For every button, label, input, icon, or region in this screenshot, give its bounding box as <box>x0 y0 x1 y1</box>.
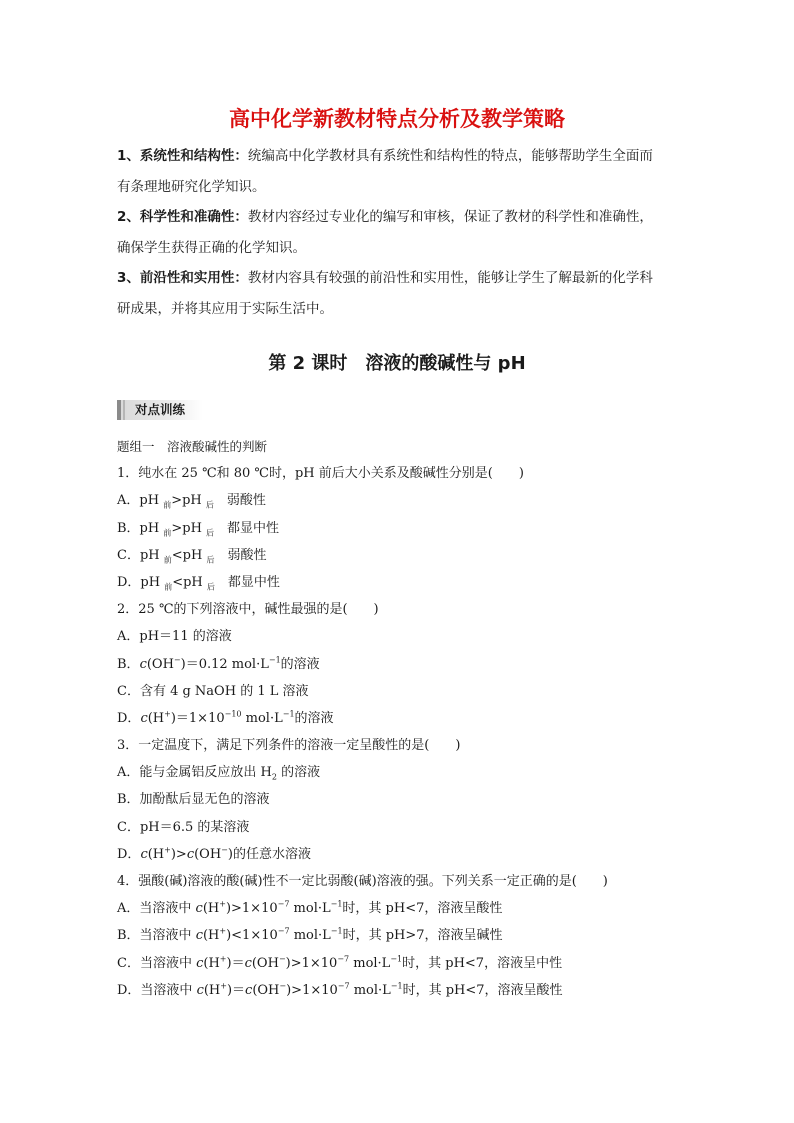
question-1-option-c: C．pH $_前$<pH $_后$ 弱酸性 <box>117 547 267 565</box>
intro-label: 3、前沿性和实用性： <box>117 270 248 286</box>
question-2-option-c: C．含有 4 g NaOH 的 1 L 溶液 <box>117 683 309 699</box>
question-list <box>117 433 687 1004</box>
question-3-option-d: D．c(H+)>c(OH−)的任意水溶液 <box>117 845 311 862</box>
question-2-option-a: A．pH＝11 的溶液 <box>117 629 232 645</box>
intro-point-3 <box>117 263 679 294</box>
intro-text: 有条理地研究化学知识。 <box>117 178 266 195</box>
question-2-option-d: D．$c(H^+)=1\times 10^{-10}$ $mol\cdot L^{-1}$的溶液 <box>117 709 334 726</box>
question-4-option-b: B．当溶液中 $c(H^+)<1\times 10^{-7}$ $mol\cdot L^{-1}$时，其 pH>7，溶液呈碱性 <box>117 927 503 944</box>
intro-text: 统编高中化学教材具有系统性和结构性的特点，能够帮助学生全面而 <box>247 148 653 164</box>
question-4-option-c: C．当溶液中 $c(H^+)=c(OH^-)>1\times 10^{-7}$ $mol\cdot L^{-1}$时，其 pH<7，溶液呈中性 <box>117 954 563 971</box>
question-3-option-a: A．能与金属铝反应放出 $H_2$ 的溶液 <box>117 765 321 782</box>
question-1-option-b: B．pH $_前$>pH $_后$ 都显中性 <box>117 520 280 538</box>
question-2-option-b: B．c(OH−)＝0.12 $mol\cdot L^{-1}$的溶液 <box>117 655 320 672</box>
intro-point-2 <box>117 202 679 233</box>
intro-point-3-cont <box>117 294 679 325</box>
question-4-option-d: D．当溶液中 $c(H^+)=c(OH^-)>1\times 10^{-7}$ $mol\cdot L^{-1}$时，其 pH<7，溶液呈酸性 <box>117 981 563 998</box>
question-3-option-b: B．加酚酞后显无色的溶液 <box>117 792 270 808</box>
intro-text: 教材内容经过专业化的编写和审核，保证了教材的科学性和准确性， <box>247 209 653 225</box>
intro-point-1 <box>117 141 679 172</box>
lesson-title: 第 2 课时 溶液的酸碱性与 pH <box>268 353 526 374</box>
question-3-option-c: C．pH＝6.5 的某溶液 <box>117 819 250 835</box>
intro-label: 1、系统性和结构性： <box>117 148 248 164</box>
intro-point-2-cont <box>117 233 679 264</box>
intro-point-1-cont <box>117 172 679 203</box>
question-2-stem: 2．25 ℃的下列溶液中，碱性最强的是( ) <box>117 602 379 618</box>
intro-text: 研成果，并将其应用于实际生活中。 <box>117 300 333 317</box>
intro-text: 教材内容具有较强的前沿性和实用性，能够让学生了解最新的化学科 <box>247 270 653 286</box>
intro-label: 2、科学性和准确性： <box>117 209 248 225</box>
section-tag: 对点训练 <box>117 400 203 420</box>
question-3-stem: 3．一定温度下，满足下列条件的溶液一定呈酸性的是( ) <box>117 738 461 754</box>
question-1-option-d: D．pH $_前$<pH $_后$ 都显中性 <box>117 574 280 592</box>
intro-text: 确保学生获得正确的化学知识。 <box>117 239 306 256</box>
question-1-stem: 1．纯水在 25 ℃和 80 ℃时，pH 前后大小关系及酸碱性分别是( ) <box>117 466 524 482</box>
question-4-stem: 4．强酸(碱)溶液的酸(碱)性不一定比弱酸(碱)溶液的强。下列关系一定正确的是( ) <box>117 874 608 889</box>
question-group-label: 题组一 溶液酸碱性的判断 <box>117 439 268 454</box>
question-4-option-a: A．当溶液中 $c(H^+)>1\times 10^{-7}$ $mol\cdot L^{-1}$时，其 pH<7，溶液呈酸性 <box>117 899 503 917</box>
question-1-option-a: A．pH $_前$>pH $_后$ 弱酸性 <box>117 493 266 510</box>
intro-section <box>117 141 679 324</box>
document-title: 高中化学新教材特点分析及教学策略 <box>229 107 565 131</box>
